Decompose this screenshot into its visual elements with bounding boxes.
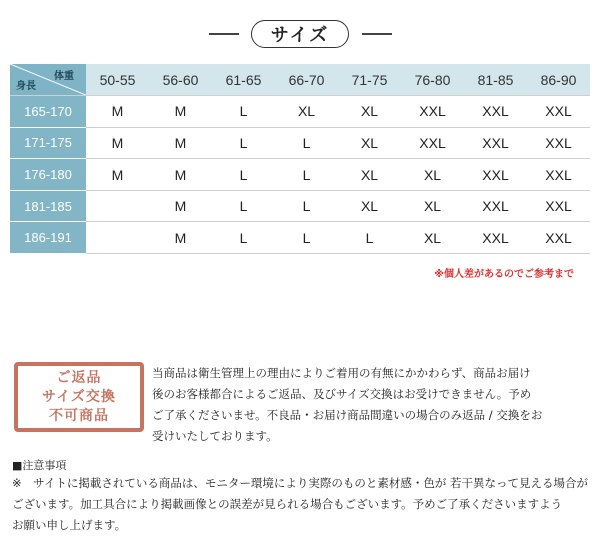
size-cell: XXL: [527, 127, 590, 159]
table-row: [10, 190, 590, 222]
title-section: [0, 20, 600, 48]
size-cell: XXL: [464, 127, 527, 159]
size-cell: M: [149, 96, 212, 128]
weight-column-header: 76-80: [401, 64, 464, 96]
size-chart-table: [10, 64, 590, 254]
size-cell: L: [275, 222, 338, 254]
stamp-line: サイズ交換: [42, 388, 116, 405]
policy-line: 受けいたしております。: [152, 429, 278, 443]
policy-line: 後のお客様都合によるご返品、及びサイズ交換はお受けできません。予め: [152, 387, 532, 401]
notice-heading: ■注意事項: [12, 459, 67, 472]
title-divider-left: [209, 33, 239, 35]
weight-column-header: 56-60: [149, 64, 212, 96]
height-row-header: 181-185: [10, 190, 86, 222]
notice-line: ※ サイトに掲載されている商品は、モニター環境により実際のものと素材感・色が 若干異なって見える場合が: [12, 476, 588, 490]
size-cell: L: [275, 159, 338, 191]
size-cell: XXL: [464, 96, 527, 128]
size-cell: XXL: [527, 96, 590, 128]
height-row-header: 176-180: [10, 159, 86, 191]
notice-text: [12, 473, 592, 536]
title-divider-right: [362, 33, 392, 35]
height-row-header: 171-175: [10, 127, 86, 159]
weight-column-header: 86-90: [527, 64, 590, 96]
size-cell: L: [212, 222, 275, 254]
size-cell: M: [86, 159, 149, 191]
table-corner-cell: [10, 64, 86, 96]
size-cell: XXL: [401, 127, 464, 159]
size-cell: L: [212, 159, 275, 191]
policy-line: 当商品は衛生管理上の理由によりご着用の有無にかかわらず、商品お届け: [152, 366, 531, 380]
size-cell: XL: [338, 127, 401, 159]
height-axis-label: 身長: [16, 81, 36, 93]
size-cell: XL: [401, 159, 464, 191]
size-cell: L: [275, 127, 338, 159]
size-cell: L: [212, 127, 275, 159]
weight-column-header: 61-65: [212, 64, 275, 96]
size-cell: [86, 222, 149, 254]
size-cell: [86, 190, 149, 222]
size-cell: XXL: [527, 190, 590, 222]
notice-line: お願い申し上げます。: [12, 518, 127, 532]
table-row: [10, 222, 590, 254]
table-row: [10, 159, 590, 191]
size-cell: XXL: [527, 222, 590, 254]
page-title: サイズ: [251, 20, 349, 48]
weight-column-header: 81-85: [464, 64, 527, 96]
weight-column-header: 50-55: [86, 64, 149, 96]
size-cell: M: [86, 127, 149, 159]
size-cell: XL: [401, 222, 464, 254]
height-row-header: 186-191: [10, 222, 86, 254]
size-cell: L: [338, 222, 401, 254]
size-cell: M: [149, 190, 212, 222]
size-cell: XXL: [464, 190, 527, 222]
table-row: [10, 96, 590, 128]
size-cell: M: [86, 96, 149, 128]
size-cell: L: [275, 190, 338, 222]
weight-axis-label: 体重: [54, 71, 74, 82]
size-cell: XL: [338, 96, 401, 128]
height-row-header: 165-170: [10, 96, 86, 128]
size-cell: XXL: [464, 222, 527, 254]
table-header-row: [10, 64, 590, 96]
size-cell: M: [149, 222, 212, 254]
no-return-stamp: [14, 362, 144, 432]
policy-line: ご了承くださいませ。不良品・お届け商品間違いの場合のみ返品 / 交換をお: [152, 408, 543, 422]
stamp-line: ご返品: [56, 369, 102, 386]
notice-line: ございます。加工具合により掲載画像との誤差が見られる場合もございます。予めご了承くださいますよう: [12, 497, 563, 511]
size-cell: M: [149, 159, 212, 191]
stamp-line: 不可商品: [49, 407, 109, 424]
weight-column-header: 71-75: [338, 64, 401, 96]
size-cell: XXL: [401, 96, 464, 128]
size-cell: XL: [275, 96, 338, 128]
size-cell: XL: [401, 190, 464, 222]
size-cell: XXL: [464, 159, 527, 191]
size-cell: M: [149, 127, 212, 159]
table-row: [10, 127, 590, 159]
size-cell: XXL: [527, 159, 590, 191]
return-policy-text: [152, 363, 592, 447]
size-cell: XL: [338, 159, 401, 191]
size-cell: XL: [338, 190, 401, 222]
weight-column-header: 66-70: [275, 64, 338, 96]
size-cell: L: [212, 96, 275, 128]
individual-difference-note: ※個人差があるのでご参考まで: [434, 269, 574, 280]
size-cell: L: [212, 190, 275, 222]
